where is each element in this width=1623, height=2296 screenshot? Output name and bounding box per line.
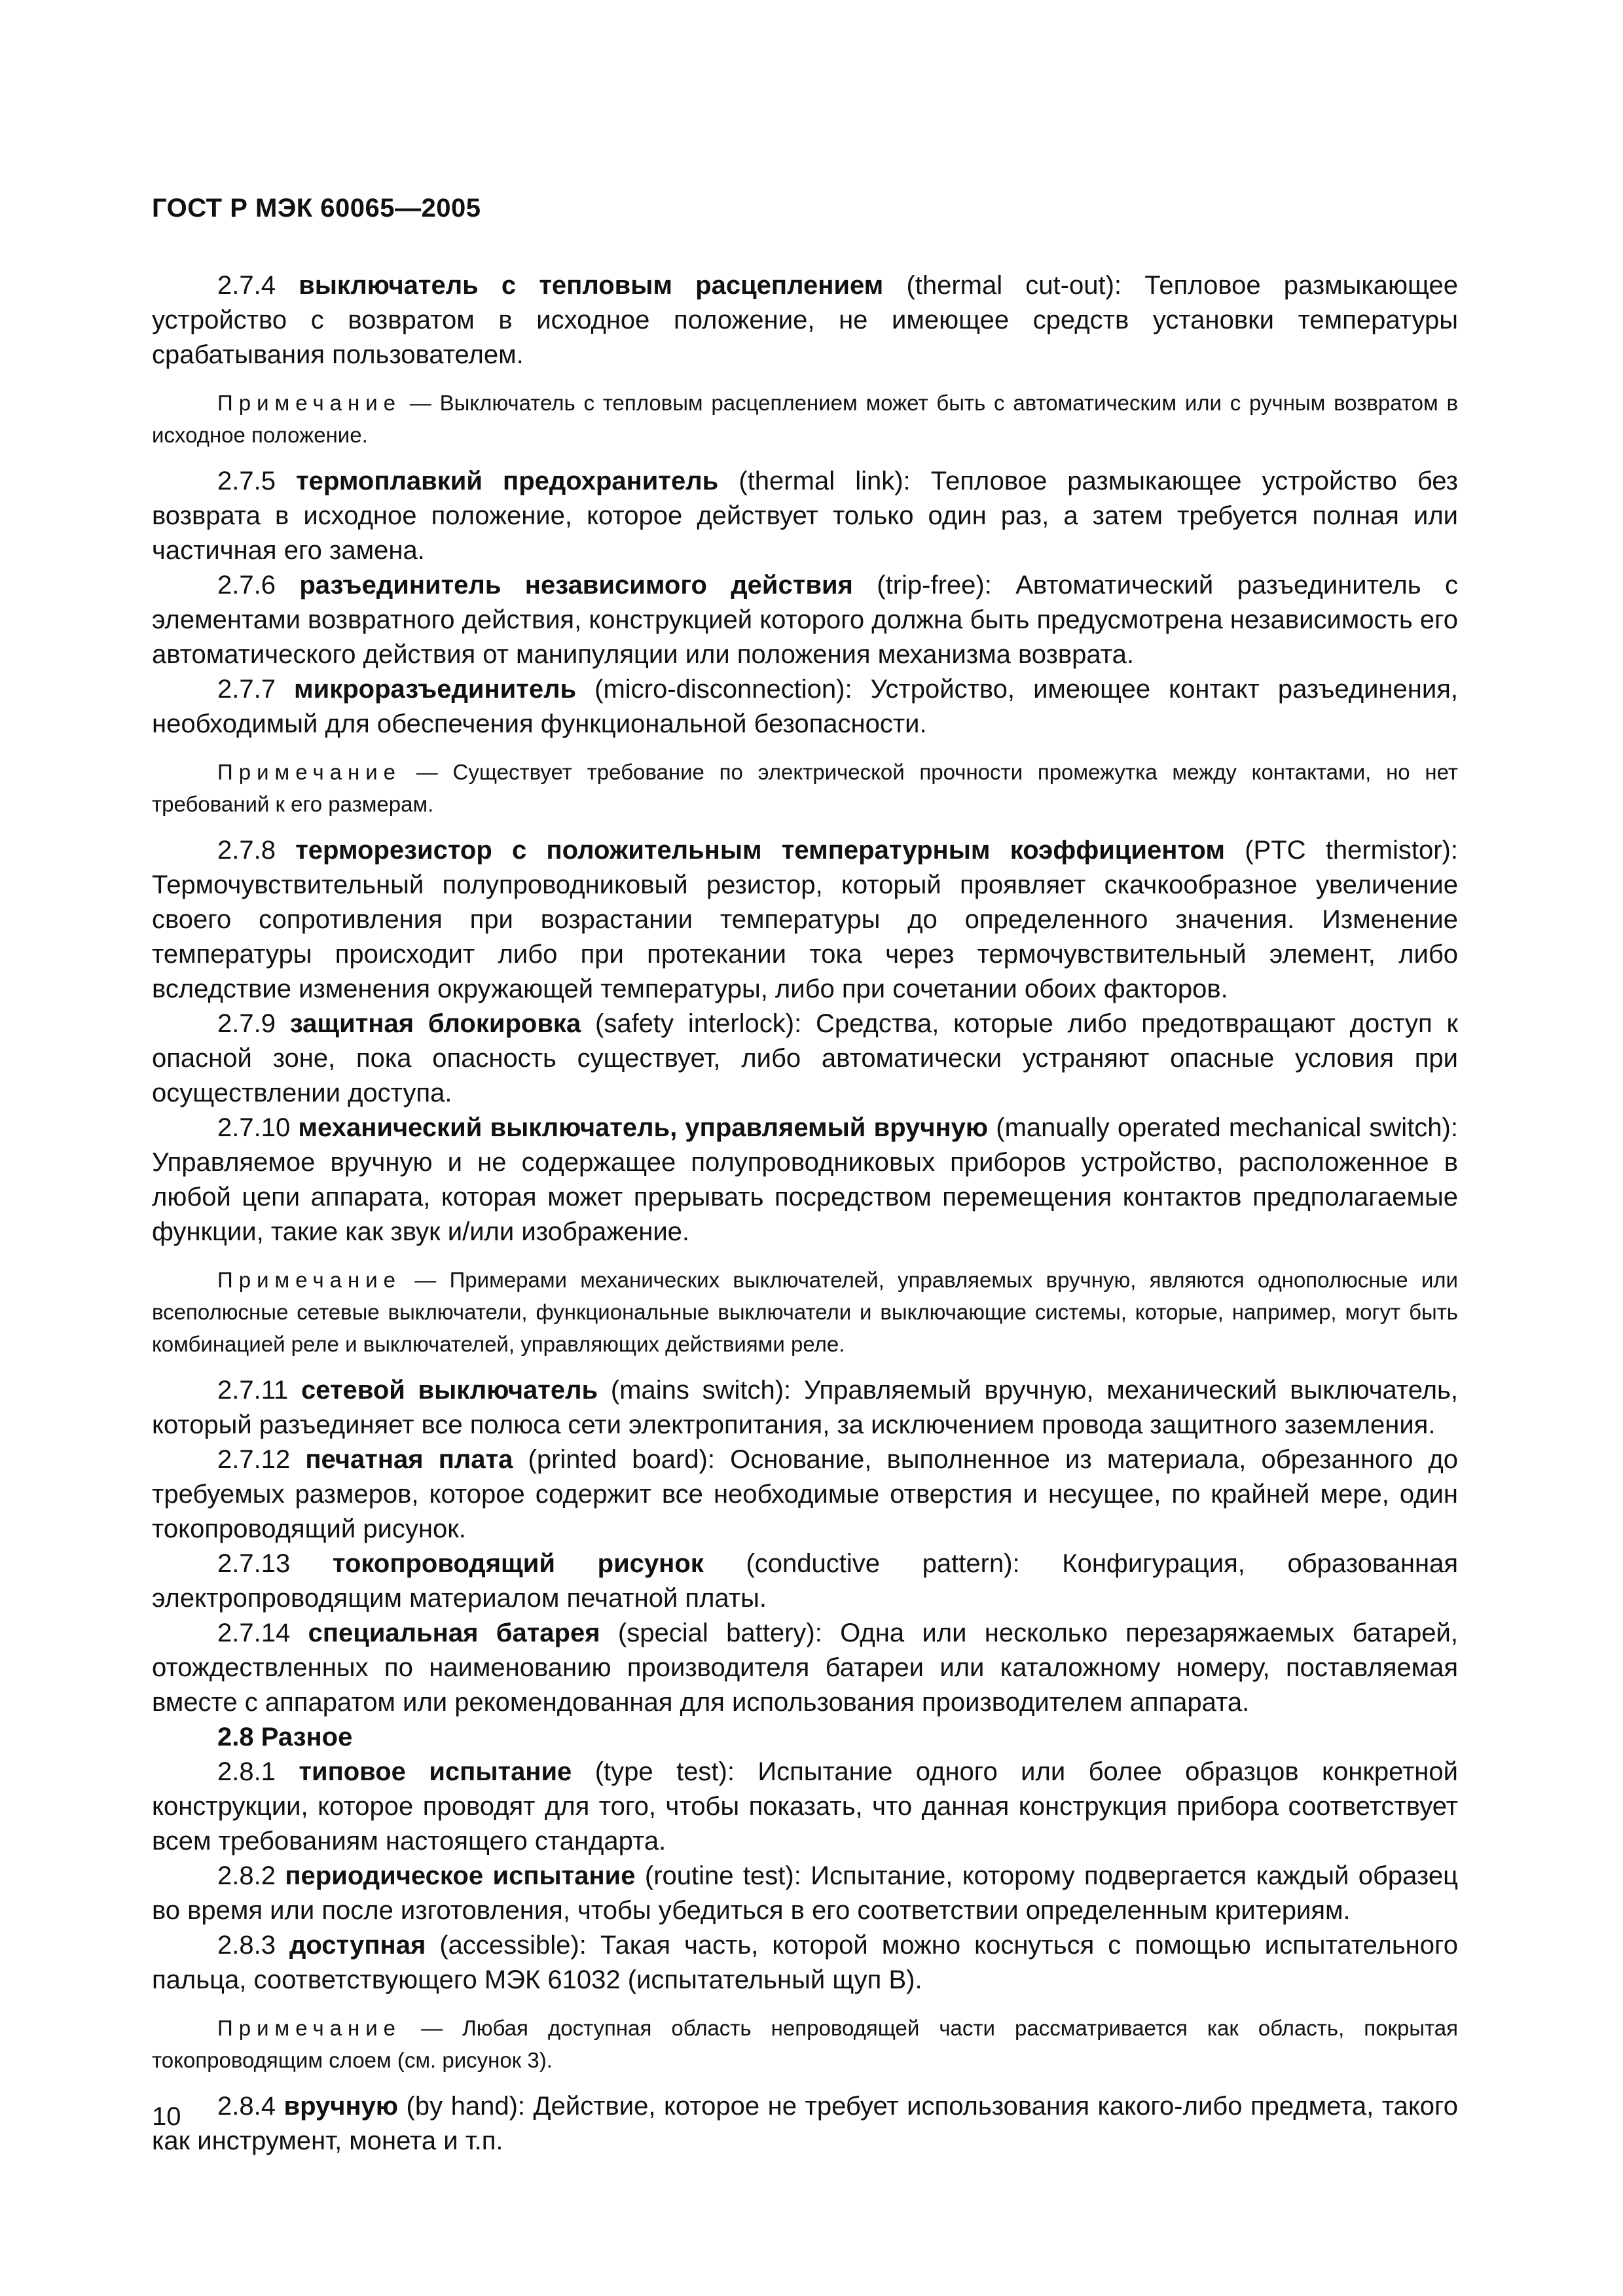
clause-number: 2.7.4 <box>217 271 276 300</box>
definition-2-8-3 <box>152 1928 1458 1998</box>
definition-text: (conductive pattern): Конфигурация, образованная электропроводящим материалом печатной платы. <box>152 1549 1458 1613</box>
term: сетевой выключатель <box>301 1376 598 1405</box>
note-label: Примечание <box>217 760 402 784</box>
definition-2-8-1 <box>152 1755 1458 1859</box>
note <box>152 387 1458 451</box>
definition-text: (printed board): Основание, выполненное из материала, обрезанного до требуемых размеров, которое содержит все необходимые отверстия и несущее, по крайней мере, один токопроводящий рисунок. <box>152 1445 1458 1543</box>
clause-number: 2.7.14 <box>217 1619 291 1647</box>
definition-2-7-6 <box>152 568 1458 672</box>
clause-number: 2.7.10 <box>217 1113 291 1142</box>
page-number: 10 <box>152 2102 181 2131</box>
term: периодическое испытание <box>285 1861 636 1890</box>
note-label: Примечание <box>217 2016 402 2040</box>
clause-number: 2.7.7 <box>217 675 276 704</box>
clause-number: 2.8.2 <box>217 1861 276 1890</box>
term: доступная <box>289 1931 426 1960</box>
term: механический выключатель, управляемый вручную <box>298 1113 989 1142</box>
definition-2-7-7 <box>152 672 1458 742</box>
note <box>152 2012 1458 2076</box>
term: специальная батарея <box>308 1619 600 1647</box>
definition-text: (micro-disconnection): Устройство, имеющее контакт разъединения, необходимый для обеспечения функциональной безопасности. <box>152 675 1458 738</box>
note-text: — Выключатель с тепловым расцеплением может быть с автоматическим или с ручным возвратом в исходное положение. <box>152 391 1458 447</box>
definition-text: (special battery): Одна или несколько перезаряжаемых батарей, отождествленных по наименованию производителя батареи или каталожному номеру, поставляемая вместе с аппаратом или рекомендованная для использования производителем аппарата. <box>152 1619 1459 1717</box>
definition-text: (by hand): Действие, которое не требует использования какого-либо предмета, такого как инструмент, монета и т.п. <box>152 2092 1458 2155</box>
term: термоплавкий предохранитель <box>296 467 719 495</box>
definition-2-7-8 <box>152 833 1458 1007</box>
note-text: — Существует требование по электрической прочности промежутка между контактами, но нет требований к его размерам. <box>152 760 1458 816</box>
definition-2-7-12 <box>152 1443 1458 1547</box>
definition-2-7-5 <box>152 464 1458 568</box>
term: защитная блокировка <box>289 1009 581 1038</box>
definition-text: (accessible): Такая часть, которой можно коснуться с помощью испытательного пальца, соответствующего МЭК 61032 (испытательный щуп В). <box>152 1931 1458 1994</box>
clause-number: 2.7.12 <box>217 1445 291 1474</box>
definition-2-8-4 <box>152 2089 1458 2159</box>
definition-2-7-9 <box>152 1007 1458 1111</box>
term: печатная плата <box>305 1445 513 1474</box>
definition-2-7-4 <box>152 268 1458 372</box>
clause-number: 2.7.11 <box>217 1376 289 1405</box>
note-label: Примечание <box>217 391 402 415</box>
term: выключатель с тепловым расцеплением <box>299 271 884 300</box>
clause-number: 2.8.1 <box>217 1757 276 1786</box>
note <box>152 1264 1458 1360</box>
definition-text: (trip-free): Автоматический разъединитель с элементами возвратного действия, конструкцией которого должна быть предусмотрена независимость его автоматического действия от манипуляции или положения механизма возврата. <box>152 571 1458 669</box>
definition-text: (routine test): Испытание, которому подвергается каждый образец во время или после изготовления, чтобы убедиться в его соответствии определенным критериям. <box>152 1861 1458 1925</box>
definition-2-7-13 <box>152 1547 1458 1616</box>
note-label: Примечание <box>217 1268 402 1292</box>
definition-text: (thermal link): Тепловое размыкающее устройство без возврата в исходное положение, которое действует только один раз, а затем требуется полная или частичная его замена. <box>152 467 1458 565</box>
definition-text: (mains switch): Управляемый вручную, механический выключатель, который разъединяет все полюса сети электропитания, за исключением провода защитного заземления. <box>152 1376 1459 1439</box>
term: типовое испытание <box>299 1757 572 1786</box>
term: терморезистор с положительным температурным коэффициентом <box>295 836 1225 865</box>
clause-number: 2.7.8 <box>217 836 276 865</box>
definition-2-7-14 <box>152 1616 1458 1720</box>
note-text: — Примерами механических выключателей, управляемых вручную, являются однополюсные или всеполюсные сетевые выключатели, функциональные выключатели и выключающие системы, которые, например, могут быть комбинацией реле и выключателей, управляющих действиями реле. <box>152 1268 1458 1356</box>
clause-number: 2.7.9 <box>217 1009 276 1038</box>
section-heading-2-8: 2.8 Разное <box>217 1723 353 1751</box>
clause-number: 2.8.4 <box>217 2092 276 2121</box>
definition-2-7-11 <box>152 1373 1458 1443</box>
term: разъединитель независимого действия <box>299 571 853 600</box>
clause-number: 2.7.5 <box>217 467 276 495</box>
definition-text: (safety interlock): Средства, которые либо предотвращают доступ к опасной зоне, пока опасность существует, либо автоматически устраняют опасные условия при осуществлении доступа. <box>152 1009 1458 1107</box>
definition-text: (PTC thermistor): Термочувствительный полупроводниковый резистор, который проявляет скачкообразное увеличение своего сопротивления при возрастании температуры до определенного значения. Изменение температуры происходит либо при протекании тока через термочувствительный элемент, либо вследствие изменения окружающей температуры, либо при сочетании обоих факторов. <box>152 836 1458 1003</box>
term: токопроводящий рисунок <box>332 1549 704 1578</box>
definition-2-7-10 <box>152 1111 1458 1249</box>
definition-text: (manually operated mechanical switch): Управляемое вручную и не содержащее полупроводниковых приборов устройство, расположенное в любой цепи аппарата, которая может прерывать посредством перемещения контактов предполагаемые функции, такие как звук и/или изображение. <box>152 1113 1458 1246</box>
document-header: ГОСТ Р МЭК 60065—2005 <box>152 194 481 223</box>
term: вручную <box>283 2092 399 2121</box>
clause-number: 2.8.3 <box>217 1931 276 1960</box>
clause-number: 2.7.13 <box>217 1549 291 1578</box>
definition-2-8-2 <box>152 1859 1458 1928</box>
term: микроразъединитель <box>294 675 577 704</box>
definition-text: (type test): Испытание одного или более образцов конкретной конструкции, которое проводят для того, чтобы показать, что данная конструкция прибора соответствует всем требованиям настоящего стандарта. <box>152 1757 1458 1856</box>
definition-text: (thermal cut-out): Тепловое размыкающее устройство с возвратом в исходное положение, не имеющее средств установки температуры срабатывания пользователем. <box>152 271 1458 369</box>
document-body <box>152 268 1458 2159</box>
clause-number: 2.7.6 <box>217 571 276 600</box>
note-text: — Любая доступная область непроводящей части рассматривается как область, покрытая токопроводящим слоем (см. рисунок 3). <box>152 2016 1458 2072</box>
note <box>152 756 1458 820</box>
